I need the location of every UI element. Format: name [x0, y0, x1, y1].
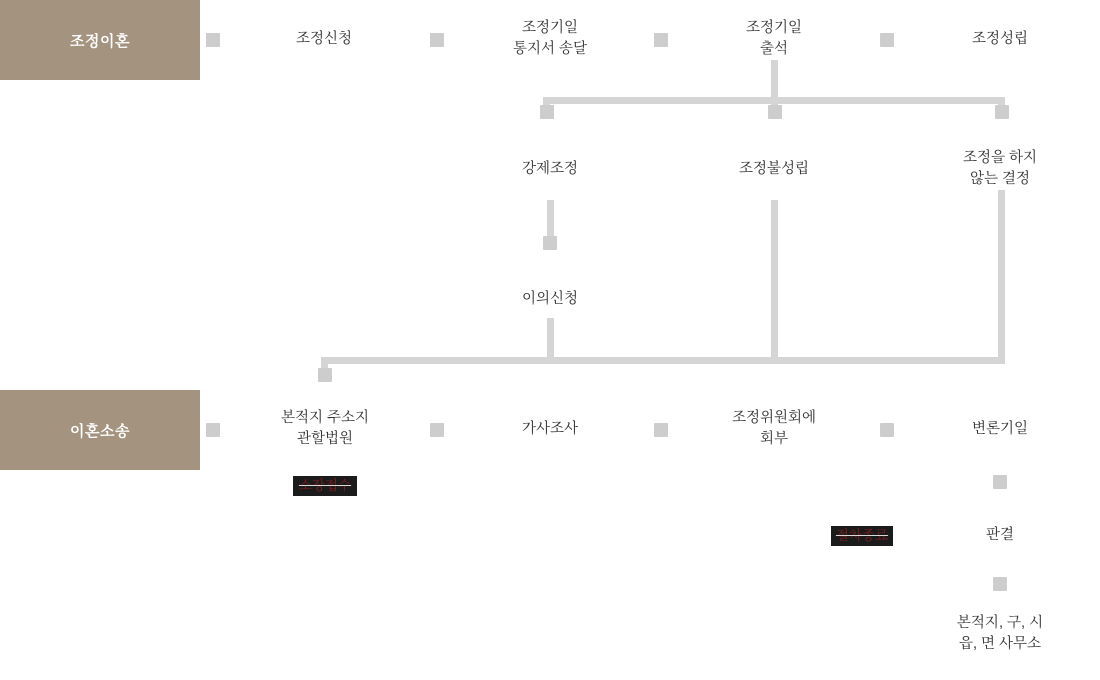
connector-square-row1-d	[880, 33, 894, 47]
connector-line-lawsuit-bus	[321, 357, 1005, 364]
node-refer-to-committee: 조정위원회에 회부	[731, 410, 817, 447]
category-label-divorce-lawsuit: 이혼소송	[70, 422, 130, 440]
connector-line-objection-down	[547, 318, 554, 360]
node-judgment: 판결	[985, 527, 1014, 543]
node-registry-office: 본적지, 구, 시 읍, 면 사무소	[956, 615, 1044, 652]
node-mediation-failed: 조정불성립	[738, 161, 810, 177]
connector-square-lawsuit-entry	[318, 368, 332, 382]
connector-square-row3-a	[206, 423, 220, 437]
node-mediation-date-attend: 조정기일 출석	[745, 20, 803, 57]
connector-square-row1-c	[654, 33, 668, 47]
connector-square-row3-d	[880, 423, 894, 437]
connector-line-nomediation-down	[998, 190, 1005, 360]
node-objection: 이의신청	[521, 291, 579, 307]
highlight-complaint-filing: 소장접수	[293, 476, 357, 496]
node-no-mediation-decision: 조정을 하지 않는 결정	[962, 150, 1038, 187]
connector-square-row1-a	[206, 33, 220, 47]
category-bar-mediation-divorce	[0, 0, 200, 80]
connector-line-failed-down	[771, 200, 778, 360]
connector-square-row1-b	[430, 33, 444, 47]
node-hearing-date: 변론기일	[971, 421, 1029, 437]
node-jurisdiction-court: 본적지 주소지 관할법원	[280, 410, 370, 447]
category-bar-divorce-lawsuit	[0, 390, 200, 470]
node-mediation-application: 조정신청	[295, 31, 353, 47]
connector-square-registry	[993, 577, 1007, 591]
connector-square-row3-c	[654, 423, 668, 437]
node-mediation-date-notice: 조정기일 통지서 송달	[512, 20, 588, 57]
connector-line-forced-down	[547, 200, 554, 240]
connector-square-judgment	[993, 475, 1007, 489]
node-mediation-established: 조정성립	[971, 31, 1029, 47]
node-family-investigation: 가사조사	[521, 421, 579, 437]
category-label-mediation-divorce: 조정이혼	[70, 32, 130, 50]
connector-square-objection	[543, 236, 557, 250]
connector-square-row3-b	[430, 423, 444, 437]
connector-square-outcome-a	[540, 105, 554, 119]
connector-square-outcome-b	[768, 105, 782, 119]
node-forced-mediation: 강제조정	[521, 161, 579, 177]
highlight-procedure-end: 절차종료	[831, 526, 893, 546]
connector-square-outcome-c	[995, 105, 1009, 119]
connector-line-attend-down	[771, 60, 778, 100]
